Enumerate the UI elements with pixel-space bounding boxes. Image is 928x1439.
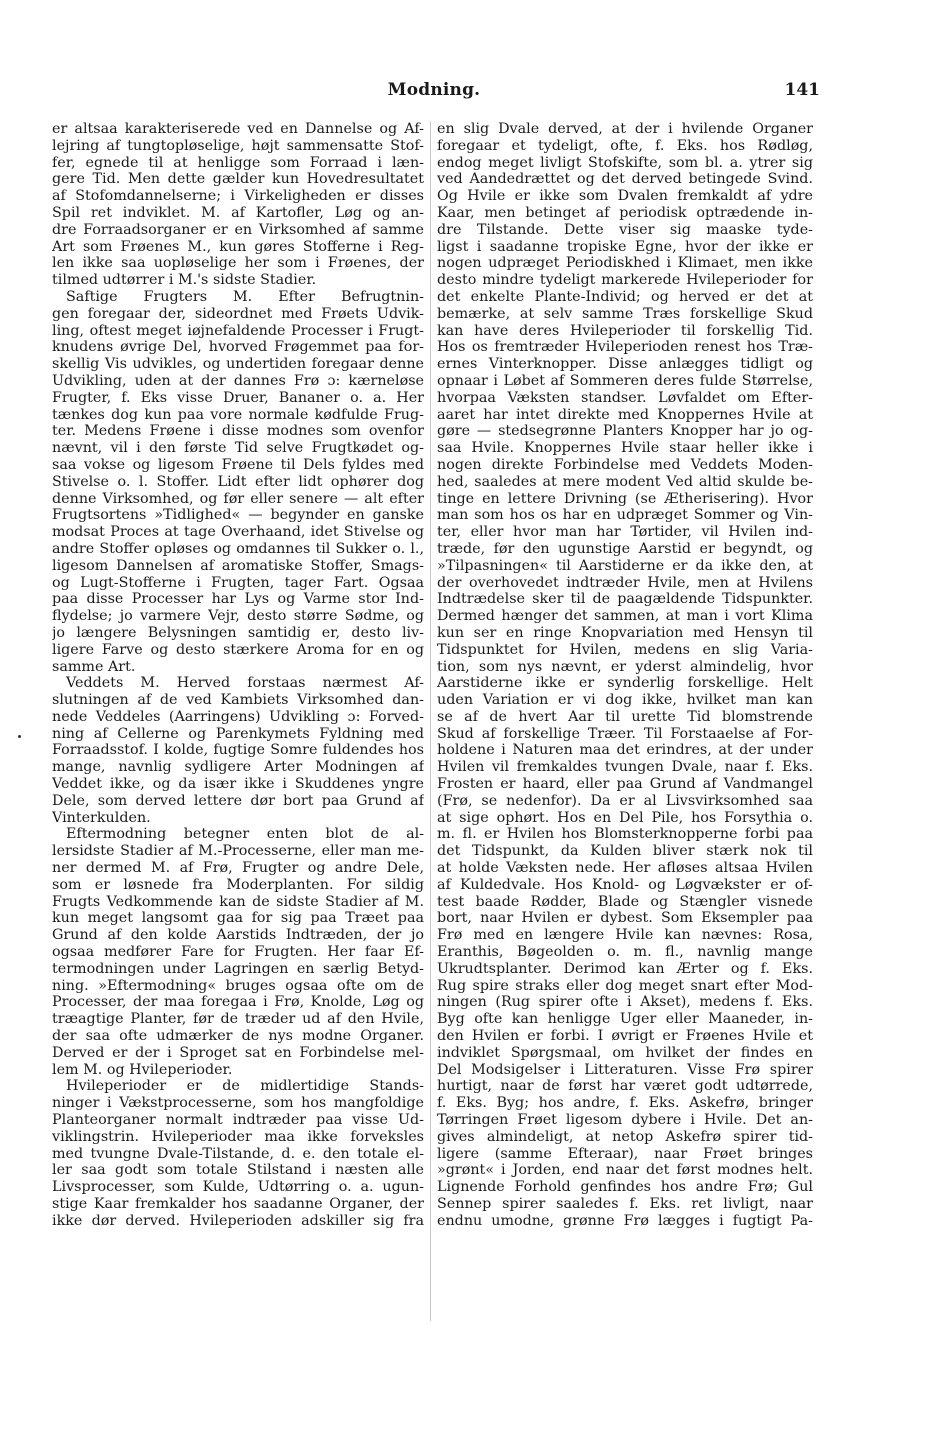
text-line: Processer, der maa foregaa i Frø, Knolde, Løg og (52, 994, 424, 1011)
text-line: ligere (samme Efteraar), naar Frøet bringes (437, 1145, 813, 1162)
text-line: Planteorganer normalt indtræder paa visse Ud- (52, 1112, 424, 1129)
text-line: gen foregaar der, sideordnet med Frøets Udvik- (52, 305, 424, 322)
text-line: af Kuldedvale. Hos Knold- og Løgvækster er of- (437, 876, 813, 893)
text-line: hed, saaledes at mere modent Ved altid skulde be- (437, 473, 813, 490)
text-line: der saa ofte udmærker de nys modne Organer. (52, 1028, 424, 1045)
text-line: Sennep spirer saaledes f. Eks. ret livligt, naar (437, 1196, 813, 1212)
text-line: stige Kaar fremkalder hos saadanne Organer, der (52, 1196, 424, 1212)
text-line: og Lugt-Stofferne i Frugten, tager Fart. Ogsaa (52, 574, 424, 591)
text-line: Spil ret indviklet. M. af Kartofler, Løg og an- (52, 204, 424, 221)
text-line: Frugter, f. Eks visse Druer, Bananer o. a. Her (52, 389, 424, 406)
text-line: Og Hvile er ikke som Dvalen fremkaldt af ydre (437, 188, 813, 205)
text-line: dre Tilstande. Dette viser sig maaske tyde- (437, 221, 813, 238)
text-line: modsat Proces at tage Overhaand, idet Stivelse og (52, 524, 424, 541)
text-line: det Tidspunkt, da Kulden bliver stærk nok til (437, 843, 813, 860)
text-line: Kaar, men betinget af periodisk optrædende in- (437, 204, 813, 221)
text-line: ling, oftest meget iøjnefaldende Processer i Frugt- (52, 322, 424, 339)
text-line: Veddet ikke, og da især ikke i Skuddenes yngre (52, 776, 424, 793)
text-line: lejring af tungtopløselige, højt sammensatte Stof- (52, 137, 424, 154)
text-line: kan have deres Hvileperioder til forskellig Tid. (437, 322, 813, 339)
text-line: kun ser en ringe Knopvariation med Hensyn til (437, 624, 813, 641)
text-line: Vinterkulden. (52, 809, 151, 826)
text-line: termodningen under Lagringen en særlig Betyd- (52, 960, 424, 977)
text-line: at holde Væksten nede. Her afløses altsaa Hvilen (437, 860, 813, 877)
text-line: knudens øvrige Del, hvorved Frøgemmet paa for- (52, 339, 424, 356)
text-line: Frosten er haard, eller paa Grund af Vandmangel (437, 776, 813, 793)
text-line: ler saa godt som totale Stilstand i næsten alle (52, 1162, 424, 1179)
text-line: aaret har intet direkte med Knoppernes Hvile at (437, 406, 813, 423)
text-line: Dele, som derved lettere dør bort paa Grund af (52, 792, 424, 809)
text-line: Ukrudtsplanter. Derimod kan Ærter og f. Eks. (437, 960, 813, 977)
text-line: man som hos os har en udpræget Sommer og Vin- (437, 507, 813, 524)
text-line: ved Aandedrættet og det derved betingede Svind. (437, 171, 813, 188)
text-line: gøre — stedsegrønne Planters Knopper har jo og- (437, 423, 813, 440)
text-line: ning af Cellerne og Parenkymets Fyldning med (52, 725, 424, 742)
text-line: Frø med en længere Hvile kan nævnes: Rosa, (437, 927, 813, 944)
page-header (48, 80, 820, 104)
text-line: tilmed udtørrer i M.'s sidste Stadier. (52, 272, 317, 289)
text-line: foregaar et tydeligt, ofte, f. Eks. hos Rødløg, (437, 137, 813, 154)
text-line: skellig Vis udvikles, og undertiden foregaar denne (52, 356, 424, 373)
text-line: Hvileperioder er de midlertidige Stands- (66, 1078, 424, 1095)
text-line: Tidspunktet for Hvilen, medens en slig Varia- (437, 641, 813, 658)
text-line: Saftige Frugters M. Efter Befrugtnin- (66, 288, 424, 305)
text-line: Forraadsstof. I kolde, fugtige Somre fuldendes hos (52, 742, 424, 759)
text-line: fer, egnede til at henligge som Forraad i læn- (52, 154, 424, 171)
text-line: desto mindre tydeligt markerede Hvileperioder for (437, 272, 813, 289)
text-line: Eftermodning betegner enten blot de al- (66, 826, 424, 843)
text-line: Dermed hænger det sammen, at man i vort Klima (437, 608, 813, 625)
running-title: Modning. (387, 80, 481, 100)
text-line: indviklet Spørgsmaal, om hvilket der findes en (437, 1044, 813, 1061)
text-line: ter. Medens Frøene i disse modnes som ovenfor (52, 423, 424, 440)
text-line: bemærke, at selv samme Træs forskellige Skud (437, 305, 813, 322)
text-line: ninger i Vækstprocesserne, som hos mangfoldige (52, 1095, 424, 1112)
text-line: Veddets M. Herved forstaas nærmest Af- (66, 675, 424, 692)
margin-speck (18, 735, 21, 738)
text-line: Frugtsortens »Tidlighed« — begynder en ganske (52, 507, 424, 524)
text-line: ligere Farve og desto stærkere Aroma for en og (52, 641, 424, 658)
text-line: Eranthis, Bøgeolden o. m. fl., navnlig mange (437, 944, 813, 961)
text-line: samme Art. (52, 658, 136, 675)
text-line: slutningen af de ved Kambiets Virksomhed dan- (52, 692, 424, 709)
text-line: gives almindeligt, at netop Askefrø spirer tid- (437, 1128, 813, 1145)
text-line: len ikke saa uopløselige her som i Frøenes, der (52, 255, 424, 272)
text-line: Byg ofte kan henligge Uger eller Maaneder, in- (437, 1011, 813, 1028)
text-line: viklingstrin. Hvileperioder maa ikke forveksles (52, 1128, 424, 1145)
text-line: saa vokse og ligesom Frøene til Dels fyldes med (52, 456, 424, 473)
text-line: Del Modsigelser i Litteraturen. Visse Frø spirer (437, 1061, 813, 1078)
left-column (52, 121, 424, 1230)
text-line: ernes Vinterknopper. Disse anlægges tidligt og (437, 356, 813, 373)
text-line: ning. »Eftermodning« bruges ogsaa ofte om de (52, 977, 424, 994)
column-divider (430, 121, 431, 1321)
text-line: tænkes dog kun paa vore normale kødfulde Frug- (52, 406, 424, 423)
text-line: tion, som nys nævnt, er yderst almindelig, hvor (437, 658, 813, 675)
text-line: Livsprocesser, som Kulde, Udtørring o. a. ugun- (52, 1179, 424, 1196)
text-line: Tørringen Frøet ligesom dybere i Hvile. Det an- (437, 1112, 813, 1129)
text-line: Lignende Forhold genfindes hos andre Frø; Gul (437, 1179, 813, 1196)
text-line: endnu umodne, grønne Frø lægges i fugtigt Pa- (437, 1212, 813, 1229)
text-line: med tvungne Dvale-Tilstande, d. e. den totale el- (52, 1145, 424, 1162)
text-line: nogen direkte Forbindelse med Veddets Moden- (437, 456, 813, 473)
text-line: Udvikling, uden at der dannes Frø ɔ: kærneløse (52, 372, 424, 389)
text-line: Art som Frøenes M., kun gøres Stofferne i Reg- (52, 238, 424, 255)
text-line: at sige ophørt. Hos en Del Pile, hos Forsythia o. (437, 809, 813, 826)
text-line: paa disse Processer har Lys og Varme stor Ind- (52, 591, 424, 608)
text-line: Derved er der i Sproget sat en Forbindelse mel- (52, 1044, 424, 1061)
text-line: opnaar i Løbet af Sommeren deres fulde Størrelse, (437, 372, 813, 389)
text-line: ningen (Rug spirer ofte i Akset), medens f. Eks. (437, 994, 813, 1011)
text-line: Skud af forskellige Træer. Til Forstaaelse af For- (437, 725, 813, 742)
text-line: det enkelte Plante-Individ; og herved er det at (437, 288, 813, 305)
text-line: uden Variation er vi dog ikke, hvilket man kan (437, 692, 813, 709)
text-line: bort, naar Hvilen er dybest. Som Eksempler paa (437, 910, 813, 927)
text-line: f. Eks. Byg; hos andre, f. Eks. Askefrø, bringer (437, 1095, 813, 1112)
text-line: se af de hvert Aar til urette Tid blomstrende (437, 708, 813, 725)
text-line: som er løsnede fra Moderplanten. For sildig (52, 876, 424, 893)
text-line: træagtige Planter, før de træder ud af den Hvile, (52, 1011, 424, 1028)
text-line: dre Forraadsorganer er en Virksomhed af samme (52, 221, 424, 238)
text-line: (Frø, se nedenfor). Da er al Livsvirksomhed saa (437, 792, 813, 809)
text-line: m. fl. er Hvilen hos Blomsterknopperne forbi paa (437, 826, 813, 843)
text-line: Frugts Vedkommende kan de sidste Stadier af M. (52, 893, 424, 910)
text-line: tinge en lettere Drivning (se Ætherisering). Hvor (437, 490, 813, 507)
text-line: gere Tid. Men dette gælder kun Hovedresultatet (52, 171, 424, 188)
text-line: den Hvilen er forbi. I øvrigt er Frøenes Hvile et (437, 1028, 813, 1045)
text-line: ner dermed M. af Frø, Frugter og andre Dele, (52, 860, 424, 877)
text-line: mange, navnlig sydligere Arter Modningen af (52, 759, 424, 776)
page-number: 141 (784, 80, 820, 100)
text-line: saa Hvile. Knoppernes Hvile staar heller ikke i (437, 440, 813, 457)
text-line: Indtrædelse sker til de paagældende Tidspunkter. (437, 591, 813, 608)
text-line: hurtigt, naar de først har været godt udtørrede, (437, 1078, 813, 1095)
text-line: lem M. og Hvileperioder. (52, 1061, 233, 1078)
text-line: Rug spire straks eller dog meget snart efter Mod- (437, 977, 813, 994)
text-line: lersidste Stadier af M.-Processerne, eller man me- (52, 843, 424, 860)
text-line: holdene i Naturen maa det erindres, at der under (437, 742, 813, 759)
text-line: »Tilpasningen« til Aarstiderne er da ikke den, at (437, 557, 813, 574)
text-line: flydelse; jo varmere Vejr, desto større Sødme, og (52, 608, 424, 625)
text-line: er altsaa karakteriserede ved en Dannelse og Af- (52, 121, 424, 137)
text-line: »grønt« i Jorden, end naar det først modnes helt. (437, 1162, 813, 1179)
text-line: Grund af den kolde Aarstids Indtræden, der jo (52, 927, 424, 944)
text-line: nævnt, vil i den første Tid selve Frugtkødet og- (52, 440, 424, 457)
text-line: hvorpaa Væksten standser. Løvfaldet om Efter- (437, 389, 813, 406)
text-line: ter, eller hvor man har Tørtider, vil Hvilen ind- (437, 524, 813, 541)
text-line: jo længere Belysningen samtidig er, desto liv- (52, 624, 424, 641)
text-line: der overhovedet indtræder Hvile, men at Hvilens (437, 574, 813, 591)
text-line: nede Veddeles (Aarringens) Udvikling ɔ: Forved- (52, 708, 424, 725)
text-line: en slig Dvale derved, at der i hvilende Organer (437, 121, 813, 137)
text-line: ligesom Dannelsen af aromatiske Stoffer, Smags- (52, 557, 424, 574)
text-line: ikke dør derved. Hvileperioden adskiller sig fra (52, 1212, 424, 1229)
text-line: Aarstiderne ikke er synderlig forskellige. Helt (437, 675, 813, 692)
text-line: træde, før den ugunstige Aarstid er begyndt, og (437, 540, 813, 557)
text-line: denne Virksomhed, og før eller senere — alt efter (52, 490, 424, 507)
text-line: ligst i saadanne tropiske Egne, hvor der ikke er (437, 238, 813, 255)
text-line: af Stofomdannelserne; i Virkeligheden er disses (52, 188, 424, 205)
text-line: Stivelse o. l. Stoffer. Lidt efter lidt ophører dog (52, 473, 424, 490)
text-line: kun meget langsomt gaa for sig paa Træet paa (52, 910, 424, 927)
text-line: Hos os fremtræder Hvileperioden renest hos Træ- (437, 339, 813, 356)
text-line: Hvilen vil fremkaldes tvungen Dvale, naar f. Eks. (437, 759, 813, 776)
text-line: andre Stoffer opløses og omdannes til Sukker o. l., (52, 540, 424, 557)
text-line: endog meget livligt Stofskifte, som bl. a. ytrer sig (437, 154, 813, 171)
text-line: test baade Rødder, Blade og Stængler visnede (437, 893, 813, 910)
text-line: nogen udpræget Periodiskhed i Klimaet, men ikke (437, 255, 813, 272)
right-column (437, 121, 813, 1230)
text-line: ogsaa medfører Fare for Frugten. Her faar Ef- (52, 944, 424, 961)
